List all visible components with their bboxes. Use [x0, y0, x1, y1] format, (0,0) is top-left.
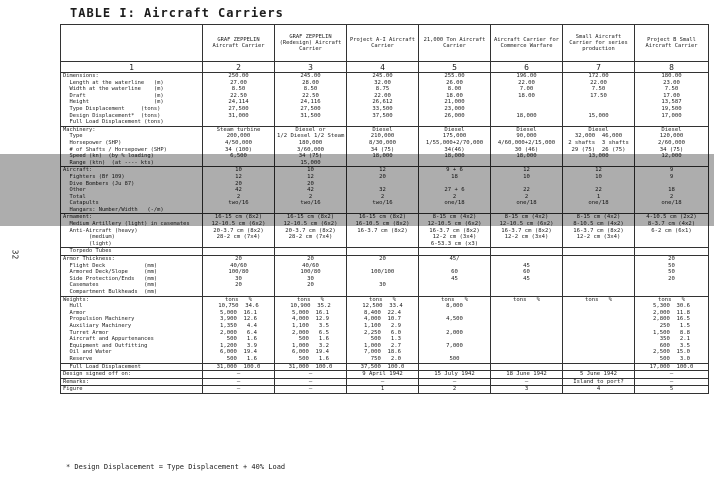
table-cell: 20 100/100 30	[347, 256, 419, 297]
table-cell: 45/ 60 45	[419, 256, 491, 297]
column-number: 2	[203, 62, 275, 73]
page-title: TABLE I: Aircraft Carriers	[70, 6, 284, 20]
table-cell: Diesel 175,000 1/55,000+2/70,000 34(46) 18,000	[419, 126, 491, 167]
header-cell: Aircraft Carrier for Commerce Warfare	[491, 25, 563, 62]
row-label: Figure	[61, 386, 203, 394]
column-number: 1	[61, 62, 203, 73]
table-cell	[347, 248, 419, 256]
table-cell: 16-15 cm (8x2) 16-10.5 cm (8x2) 16-3.7 cm (8x2)	[347, 214, 419, 248]
table-body	[61, 73, 709, 394]
table-cell: 180.00 23.00 7.50 17.00 13,587 19,500 17,000	[635, 73, 709, 127]
table-cell: 8-15 cm (4x2) 12-10.5 cm (6x2) 16-3.7 cm (8x2) 12-2 cm (3x4) 6-53.3 cm (x3)	[419, 214, 491, 248]
table-cell: 3	[491, 386, 563, 394]
table-cell: 1	[347, 386, 419, 394]
row-label: Armament: Medium Artillery (light) in casemates Anti-Aircraft (heavy) (medium) (light)	[61, 214, 203, 248]
table-row	[61, 378, 709, 386]
column-number: 4	[347, 62, 419, 73]
table-cell: 12 20 32 2 two/16	[347, 167, 419, 214]
table-cell: —	[635, 378, 709, 386]
table-header-row	[61, 25, 709, 62]
row-label: Remarks:	[61, 378, 203, 386]
table-cell: 31,000 100.0	[275, 363, 347, 371]
table-cell: 16-15 cm (8x2) 12-10.5 cm (6x2) 20-3.7 cm (8x2) 28-2 cm (7x4)	[203, 214, 275, 248]
table-cell: tons %	[491, 296, 563, 363]
table-cell	[563, 363, 635, 371]
header-cell: Project B Small Aircraft Carrier	[635, 25, 709, 62]
table-cell: 172.00 22.00 7.50 17.50 15,000	[563, 73, 635, 127]
table-cell: 20 40/60 100/80 30 20	[203, 256, 275, 297]
table-cell: 4-10.5 cm (2x2) 8-3.7 cm (4x2) 6-2 cm (6x1)	[635, 214, 709, 248]
table-cell: tons % 12,500 33.4 8,400 22.4 4,000 10.7 1,100 2.9 2,250 6.0 500 1.3 1,000 2.7 7,000 18.6 750 2.0	[347, 296, 419, 363]
table-cell: 9 April 1942	[347, 371, 419, 379]
table-row	[61, 371, 709, 379]
table-cell: 18 June 1942	[491, 371, 563, 379]
table-cell: —	[275, 386, 347, 394]
row-label: Full Load Displacement	[61, 363, 203, 371]
table-cell: 45 60 45	[491, 256, 563, 297]
table-cell: —	[419, 378, 491, 386]
header-cell: GRAF ZEPPELIN (Redesign) Aircraft Carrier	[275, 25, 347, 62]
header-cell: Project A-I Aircraft Carrier	[347, 25, 419, 62]
table-cell	[419, 363, 491, 371]
table-cell: —	[635, 371, 709, 379]
table-cell	[203, 248, 275, 256]
table-cell: Diesel 120,000 2/60,000 34 (75) 12,000	[635, 126, 709, 167]
table-cell: —	[275, 378, 347, 386]
table-cell: 196.00 22.00 7.00 18.00 18,000	[491, 73, 563, 127]
column-number: 8	[635, 62, 709, 73]
table-cell: 17,000 100.0	[635, 363, 709, 371]
table-cell: Diesel 32,000 46,000 2 shafts 3 shafts 29 (75) 26 (75) 13,000	[563, 126, 635, 167]
row-label: Torpedo Tubes	[61, 248, 203, 256]
table-cell: Island to port?	[563, 378, 635, 386]
table-row	[61, 256, 709, 297]
column-number: 7	[563, 62, 635, 73]
table-cell: 31,000 100.0	[203, 363, 275, 371]
table-cell: 10 12 20 42 2 two/16	[275, 167, 347, 214]
header-cell: GRAF ZEPPELIN Aircraft Carrier	[203, 25, 275, 62]
table-cell: 10 12 20 42 2 two/16	[203, 167, 275, 214]
table-cell: —	[203, 378, 275, 386]
table-cell: 250.00 27.00 8.50 22.50 24,114 27,500 31,000	[203, 73, 275, 127]
table-cell: 37,500 100.0	[347, 363, 419, 371]
header-cell: Small Aircraft Carrier for series production	[563, 25, 635, 62]
header-cell: 21,000 Ton Aircraft Carrier	[419, 25, 491, 62]
table-row	[61, 248, 709, 256]
table-cell: —	[275, 371, 347, 379]
row-label: Machinery: Type Horsepower (SHP) # of Shafts / Horsepower (SHP) Speed (kn) (by % loading) Range (ktn) (at ---- kts)	[61, 126, 203, 167]
footnote: * Design Displacement = Type Displacement + 40% Load	[66, 463, 286, 471]
table-cell: 2	[419, 386, 491, 394]
row-label: Aircraft: Fighters (Bf 109) Dive Bombers (Ju 87) Other Total Catapults Hangars: Number/Width (-/m)	[61, 167, 203, 214]
table-cell: Diesel or 1/2 Diesel 1/2 Steam 180,000 3/60,000 34 (75) 15,000	[275, 126, 347, 167]
column-number: 3	[275, 62, 347, 73]
table-cell: tons % 8,000 4,500 2,000 7,000 500	[419, 296, 491, 363]
table-row	[61, 73, 709, 127]
row-label: Weights: Hull Armor Propulsion Machinery Auxiliary Machinery Turret Armor Aircraft and Appurtenances Equipment and Outfitting Oil and Water Reserve	[61, 296, 203, 363]
page-number: 32	[10, 249, 20, 260]
table-cell	[563, 248, 635, 256]
table-cell: —	[203, 371, 275, 379]
row-label: Armor Thickness: Flight Deck (mm) Armored Deck/Slope (mm) Side Protection/Ends (mm) Casemates (mm) Compartment Bulkheads (mm)	[61, 256, 203, 297]
scan-shadow-band	[0, 154, 714, 226]
table-cell: 5 June 1942	[563, 371, 635, 379]
table-cell: —	[491, 378, 563, 386]
table-cell	[491, 248, 563, 256]
table-cell: 5	[635, 386, 709, 394]
table-cell: 16-15 cm (8x2) 12-10.5 cm (6x2) 20-3.7 cm (8x2) 28-2 cm (7x4)	[275, 214, 347, 248]
row-label: Dimensions: Length at the waterline (m) Width at the waterline (m) Draft (m) Height (m) Type Displacement (tons) Design Displacement* (tons) Full Load Displacement (tons)	[61, 73, 203, 127]
table-cell: Diesel 90,000 4/60,000+2/15,000 30 (46) 18,000	[491, 126, 563, 167]
table-row	[61, 296, 709, 363]
table-cell: 12 10 22 1 one/18	[563, 167, 635, 214]
table-row	[61, 363, 709, 371]
table-cell	[563, 256, 635, 297]
table-cell: 9 9 18 2 one/18	[635, 167, 709, 214]
row-label: Design signed off on:	[61, 371, 203, 379]
table-cell: 245.00 28.00 8.50 22.50 24,116 27,500 31,500	[275, 73, 347, 127]
column-number: 5	[419, 62, 491, 73]
table-cell: 245.00 32.00 8.75 22.00 26,612 33,500 37,500	[347, 73, 419, 127]
table-cell: Diesel 210,000 8/30,000 34 (75) 18,000	[347, 126, 419, 167]
table-cell: 4	[563, 386, 635, 394]
table-cell: Steam turbine 200,000 4/50,000 34 (100) 6,500	[203, 126, 275, 167]
table-cell: —	[203, 386, 275, 394]
table-cell	[419, 248, 491, 256]
column-number: 6	[491, 62, 563, 73]
table-cell: —	[347, 378, 419, 386]
table-cell	[491, 363, 563, 371]
table-cell	[635, 248, 709, 256]
table-cell: 15 July 1942	[419, 371, 491, 379]
table-cell: 255.00 26.00 8.00 18.00 21,000 23,000 26,000	[419, 73, 491, 127]
table-cell: 20 50 50 20	[635, 256, 709, 297]
column-number-row	[61, 62, 709, 73]
table-cell: tons % 10,900 35.2 5,000 16.1 4,000 12.9 1,100 3.5 2,000 6.5 500 1.6 1,000 3.2 6,000 19.4 500 1.6	[275, 296, 347, 363]
header-cell	[61, 25, 203, 62]
table-cell: tons %	[563, 296, 635, 363]
table-cell: 20 40/60 100/80 30 20	[275, 256, 347, 297]
table-cell: tons % 5,300 30.6 2,000 11.8 2,800 16.5 250 1.5 1,500 8.8 350 2.1 600 3.5 2,500 15.0 500 3.0	[635, 296, 709, 363]
table-cell	[275, 248, 347, 256]
table-row	[61, 386, 709, 394]
table-cell: tons % 10,750 34.6 5,000 16.1 3,900 12.6 1,350 4.4 2,000 6.4 500 1.6 1,200 3.9 6,000 19.4 500 1.6	[203, 296, 275, 363]
table-cell: 8-15 cm (4x2) 8-10.5 cm (4x2) 16-3.7 cm (8x2) 12-2 cm (3x4)	[563, 214, 635, 248]
table-cell: 9 + 6 18 27 + 6 2 one/18	[419, 167, 491, 214]
table-cell: 8-15 cm (4x2) 12-10.5 cm (6x2) 16-3.7 cm (8x2) 12-2 cm (3x4)	[491, 214, 563, 248]
table-cell: 12 10 22 2 one/18	[491, 167, 563, 214]
